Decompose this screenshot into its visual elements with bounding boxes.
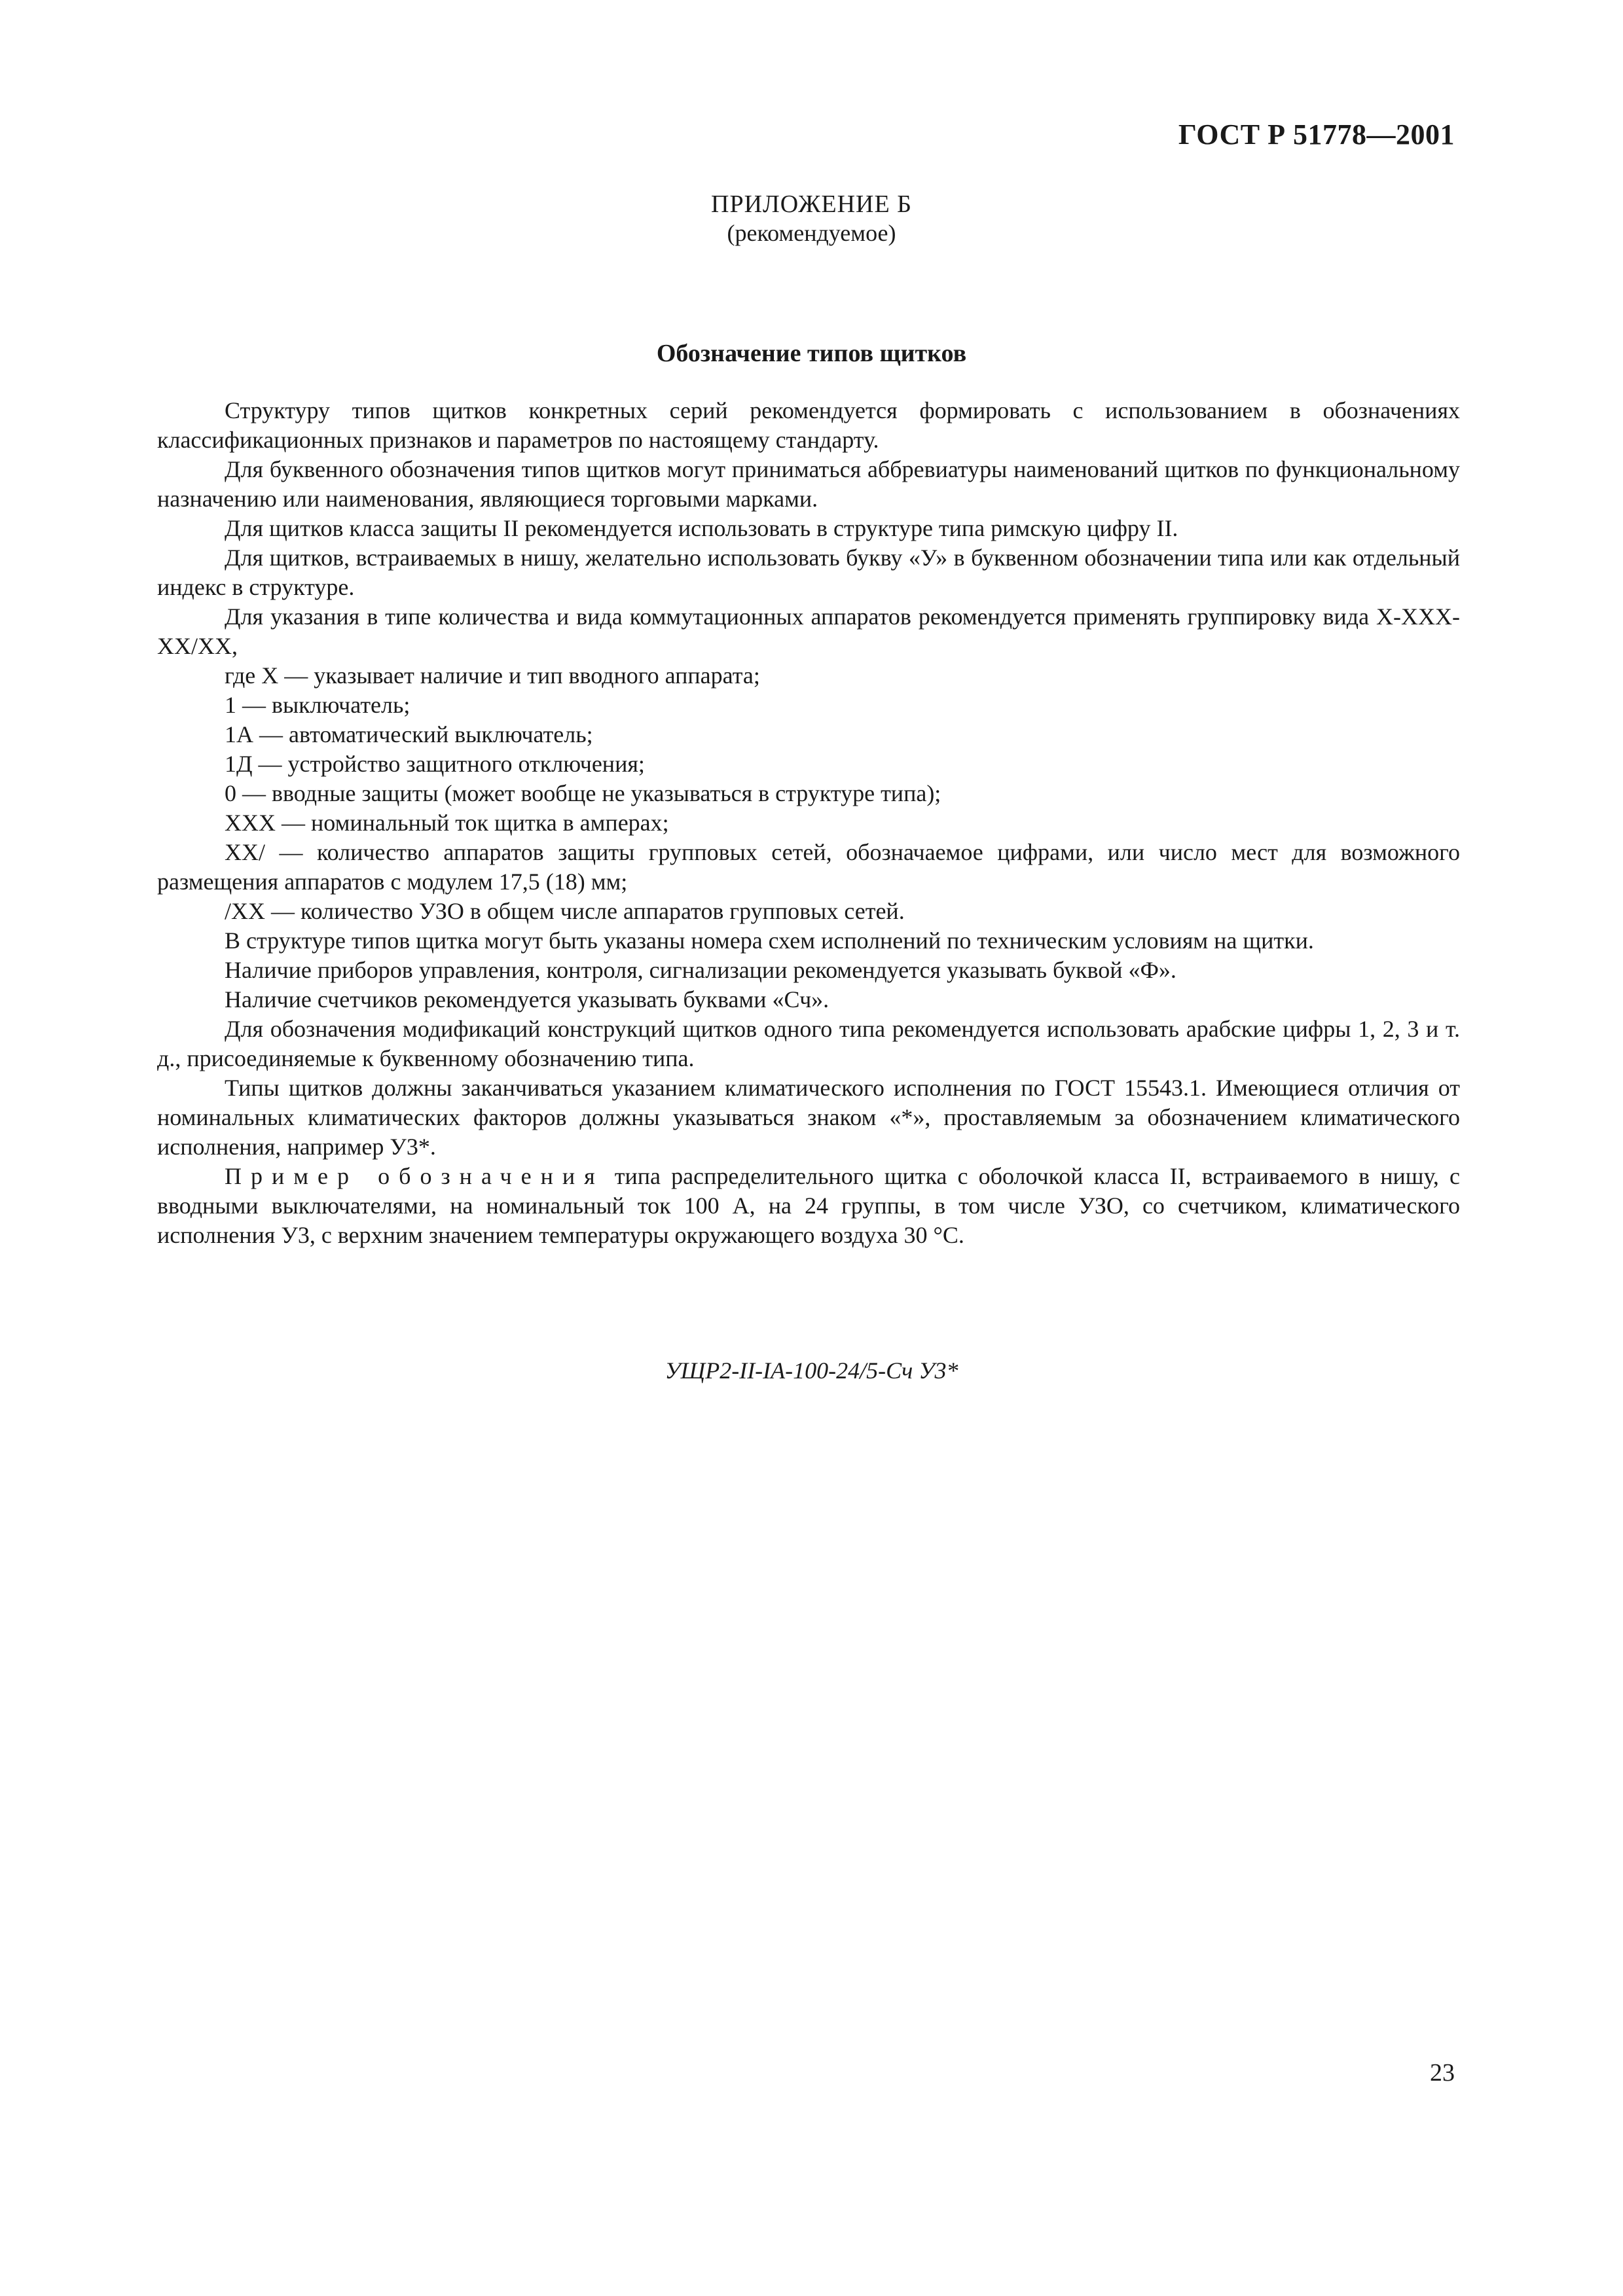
paragraph: Для щитков класса защиты II рекомендуется использовать в структуре типа римскую цифру II. xyxy=(225,515,1178,541)
paragraph: Для буквенного обозначения типов щитков могут приниматься аббревиатуры наименований щитков по функциональному назначению или наименования, являющиеся торговыми марками. xyxy=(157,456,1460,512)
paragraph: Для щитков, встраиваемых в нишу, желательно использовать букву «У» в буквенном обозначении типа или как отдельный индекс в структуре. xyxy=(157,545,1460,600)
example-paragraph xyxy=(157,1162,1460,1250)
paragraph: Наличие счетчиков рекомендуется указывать буквами «Сч». xyxy=(225,986,830,1013)
paragraph: Наличие приборов управления, контроля, сигнализации рекомендуется указывать буквой «Ф». xyxy=(225,957,1176,983)
paragraph: В структуре типов щитка могут быть указаны номера схем исполнений по техническим условиям на щитки. xyxy=(225,927,1314,954)
appendix-subtitle: (рекомендуемое) xyxy=(727,220,896,246)
list-item: 1А — автоматический выключатель; xyxy=(225,721,593,747)
list-item: ХХ/ — количество аппаратов защиты групповых сетей, обозначаемое цифрами, или число мест для возможного размещения аппаратов с модулем 17,5 (18) мм; xyxy=(157,839,1460,895)
appendix-title: ПРИЛОЖЕНИЕ Б xyxy=(711,190,912,218)
list-item: /ХХ — количество УЗО в общем числе аппаратов групповых сетей. xyxy=(225,898,905,924)
example-text: типа распределительного щитка с оболочкой класса II, встраиваемого в нишу, с вводными выключателями, на номинальный ток 100 А, на 24 группы, в том числе УЗО, со счетчиком, климатического исполнения У3, с верхним значением температуры окружающего воздуха 30 °С. xyxy=(157,1163,1460,1248)
paragraph: Типы щитков должны заканчиваться указанием климатического исполнения по ГОСТ 15543.1. Имеющиеся отличия от номинальных климатических факторов должны указываться знаком «*», проставляемым за обозначением климатического исполнения, например У3*. xyxy=(157,1075,1460,1160)
list-item: 1Д — устройство защитного отключения; xyxy=(225,751,645,777)
document-code: ГОСТ Р 51778—2001 xyxy=(1178,118,1455,151)
list-item: ХХХ — номинальный ток щитка в амперах; xyxy=(225,810,669,836)
example-label: Пример обозначения xyxy=(225,1163,604,1189)
paragraph: Структуру типов щитков конкретных серий рекомендуется формировать с использованием в обозначениях классификационных признаков и параметров по настоящему стандарту. xyxy=(157,397,1460,453)
list-item: 0 — вводные защиты (может вообще не указываться в структуре типа); xyxy=(225,780,941,806)
list-item: где Х — указывает наличие и тип вводного аппарата; xyxy=(225,662,760,689)
example-designation: УЩР2-II-IА-100-24/5-Сч У3* xyxy=(665,1357,958,1384)
page-number: 23 xyxy=(1430,2059,1455,2087)
section-title: Обозначение типов щитков xyxy=(656,340,967,367)
body-text xyxy=(157,396,1460,1250)
paragraph: Для обозначения модификаций конструкций щитков одного типа рекомендуется использовать арабские цифры 1, 2, 3 и т. д., присоединяемые к буквенному обозначению типа. xyxy=(157,1016,1460,1071)
paragraph: Для указания в типе количества и вида коммутационных аппаратов рекомендуется применять группировку вида Х-ХХХ-ХХ/ХХ, xyxy=(157,603,1460,659)
list-item: 1 — выключатель; xyxy=(225,692,410,718)
